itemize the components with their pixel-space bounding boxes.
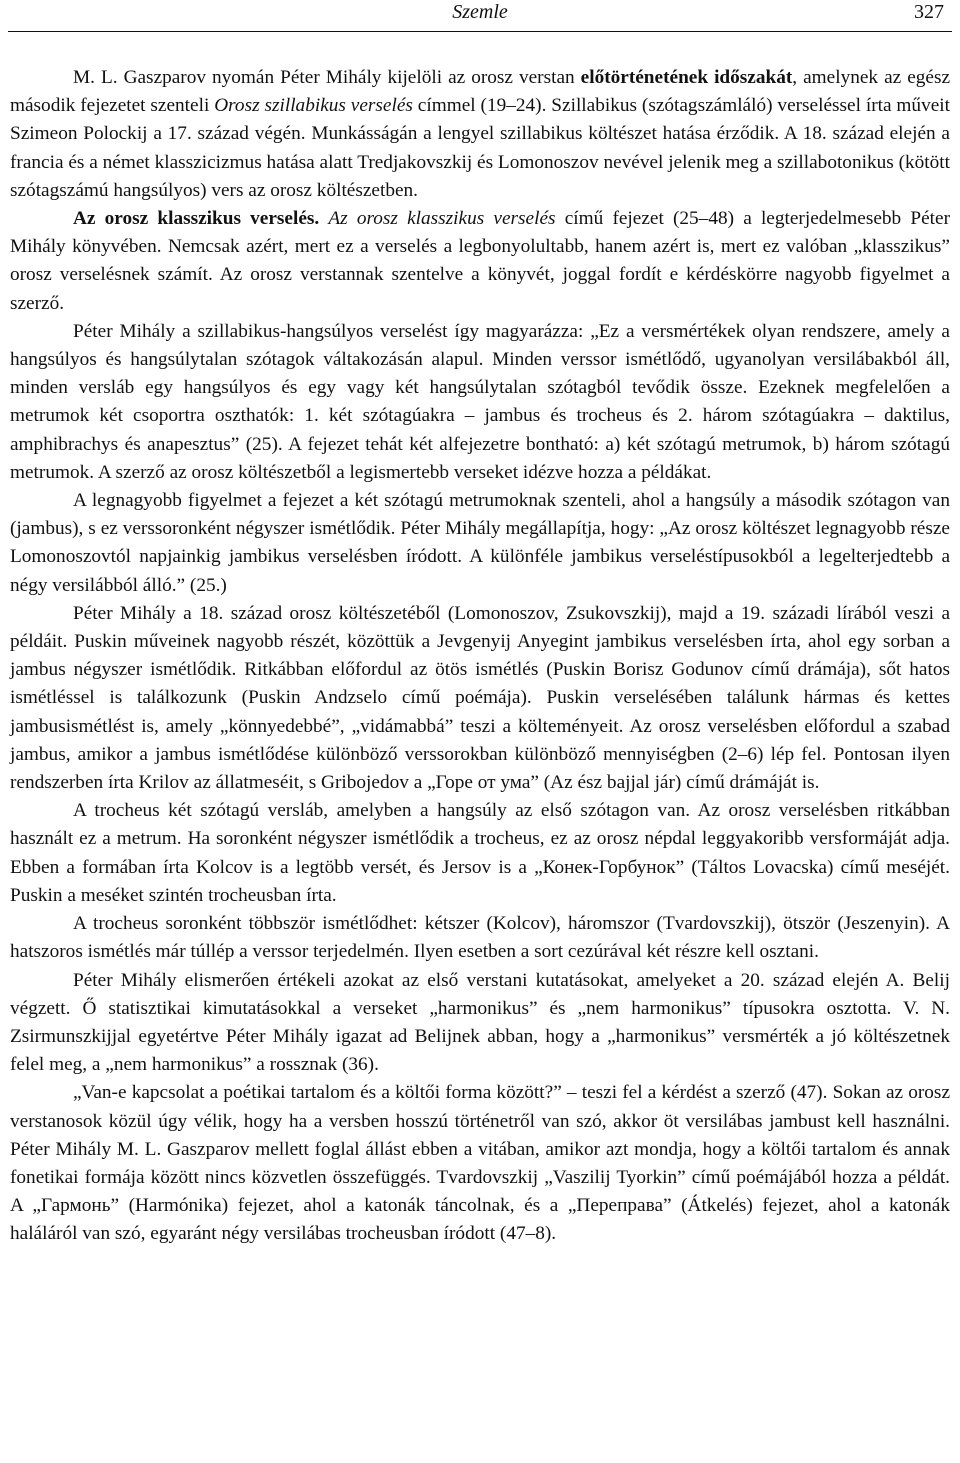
paragraph-7: [10, 910, 950, 966]
paragraph-1: [10, 64, 950, 205]
paragraph-6: [10, 797, 950, 910]
paragraph-4: [10, 487, 950, 600]
header-rule: [8, 31, 952, 32]
text-run: Péter Mihály a 18. század orosz költészetéből (Lomonoszov, Zsukovszkij), majd a 19. századi lírából veszi a példáit. Puskin műveinek nagyobb részét, közöttük a Jevgenyij Anyegint jambikus verselésben írta, ahol egy sorban a jambus négyszer ismétlődik. Ritkábban előfordul az ötös ismétlés (Puskin Borisz Godunov című drámája), sőt hatos ismétléssel is találkozunk (Puskin Andzselo című poémája). Puskin verselésében találunk hármas és kettes jambusismétlést is, amely „könnyedebbé”, „vidámabbá” teszi a költeményeit. Az orosz verselésben előfordul a szabad jambus, amikor a jambus ismétlődése különböző verssorokban különböző mennyiségben (2–6) lép fel. Pontosan ilyen rendszerben írta Krilov az állatmeséit, s Gribojedov a „Горе от ума” (Az ész bajjal jár) című drámáját is.: [10, 602, 950, 794]
bold-text-run: előtörténetének időszakát: [580, 67, 793, 88]
text-run: A trocheus soronként többször ismétlődhet: kétszer (Kolcov), háromszor (Tvardovszkij), ötször (Jeszenyin). A hatszoros ismétlés már túllép a verssor terjedelmén. Ilyen esetben a sort cezúrával két részre kell osztani.: [10, 913, 950, 963]
paragraph-8: [10, 967, 950, 1080]
text-run: A legnagyobb figyelmet a fejezet a két szótagú metrumoknak szenteli, ahol a hangsúly a második szótagon van (jambus), s ez verssoronként négyszer ismétlődik. Péter Mihály megállapítja, hogy: „Az orosz költészet legnagyobb része Lomonoszovtól napjainkig jambikus verselésben íródott. A különféle jambikus verseléstípusokból a legelterjedtebb a négy versilábból álló.” (25.): [10, 490, 950, 596]
page-number: 327: [914, 1, 944, 23]
journal-section-title: Szemle: [452, 1, 508, 23]
text-run: M. L. Gaszparov nyomán Péter Mihály kijelöli az orosz verstan: [73, 67, 581, 88]
paragraph-5: [10, 600, 950, 797]
text-run: „Van-e kapcsolat a poétikai tartalom és a költői forma között?” – teszi fel a kérdést a szerző (47). Sokan az orosz verstanosok közül úgy vélik, hogy ha a versben hosszú történetről van szó, akkor öt versilábas jambust kell használni. Péter Mihály M. L. Gaszparov mellett foglal állást ebben a vitában, amikor azt mondja, hogy a költői tartalom és annak fonetikai formája között nincs közvetlen összefüggés. Tvardovszkij „Vaszilij Tyorkin” című poémájából hozza a példát. A „Гармонь” (Harmónika) fejezet, ahol a katonák táncolnak, és a „Переправа” (Átkelés) fejezet, ahol a katonák haláláról van szó, egyaránt négy versilábas trocheusban íródott (47–8).: [10, 1082, 950, 1245]
article-body: [10, 64, 950, 1249]
text-run: Péter Mihály a szillabikus-hangsúlyos verselést így magyarázza: „Ez a versmértékek olyan rendszere, amely a hangsúlyos és hangsúlytalan szótagok váltakozásán alapul. Minden verssor ismétlődő, ugyanolyan versilábakból áll, minden versláb egy hangsúlyos és egy vagy két hangsúlytalan szótagból tevődik össze. Ezeknek megfelelően a metrumok két csoportra oszthatók: 1. két szótagúakra – jambus és trocheus és 2. három szótagúakra – daktilus, amphibrachys és anapesztus” (25). A fejezet tehát két alfejezetre bontható: a) két szótagú metrumok, b) három szótagú metrumok. A szerző az orosz költészetből a legismertebb verseket idézve hozza a példákat.: [10, 320, 950, 483]
text-run: címmel (19–24). Szillabikus (szótagszámláló) verseléssel írta műveit Szimeon Polockij a 17. század végén. Munkásságán a lengyel szillabikus költészet hatása érződik. A 18. század elején a francia és a német klasszicizmus hatása alatt Tredjakovszkij és Lomonoszov nevével jelenik meg a szillabotonikus (kötött szótagszámú hangsúlyos) vers az orosz költészetben.: [10, 95, 950, 201]
paragraph-2: [10, 205, 950, 318]
italic-text-run: Az orosz klasszikus verselés: [328, 208, 556, 230]
running-header: [10, 0, 950, 26]
text-run: A trocheus két szótagú versláb, amelyben a hangsúly az első szótagon van. Az orosz verselésben ritkábban használt ez a metrum. Ha soronként négyszer ismétlődik a trocheus, ez az orosz népdal leggyakoribb versformáját adja. Ebben a formában írta Kolcov is a legtöbb versét, és Jersov is a „Конек-Горбунок” (Táltos Lovacska) című meséjét. Puskin a meséket szintén trocheusban írta.: [10, 800, 950, 906]
text-run: , amelynek az egész második fejezetet szenteli: [10, 67, 951, 117]
paragraph-9: [10, 1079, 950, 1248]
bold-text-run: Az orosz klasszikus verselés.: [73, 208, 320, 230]
text-run: Péter Mihály elismerően értékeli azokat az első verstani kutatásokat, amelyeket a 20. század elején A. Belij végzett. Ő statisztikai kimutatásokkal a verseket „harmonikus” és „nem harmonikus” típusokra osztotta. V. N. Zsirmunszkijjal egyetértve Péter Mihály igazat ad Belijnek abban, hogy a „harmonikus” versmérték a jó költészetnek felel meg, a „nem harmonikus” a rossznak (36).: [10, 969, 950, 1076]
paragraph-3: [10, 318, 950, 487]
italic-text-run: Orosz szillabikus verselés: [214, 95, 413, 117]
text-run: című fejezet (25–48) a legterjedelmesebb Péter Mihály könyvében. Nemcsak azért, mert ez a verselés a legbonyolultabb, hanem azért is, mert ez valóban „klasszikus” orosz verselésnek számít. Az orosz verstannak szentelve a könyvét, joggal fordít e kérdéskörre nagyobb figyelmet a szerző.: [10, 208, 950, 314]
